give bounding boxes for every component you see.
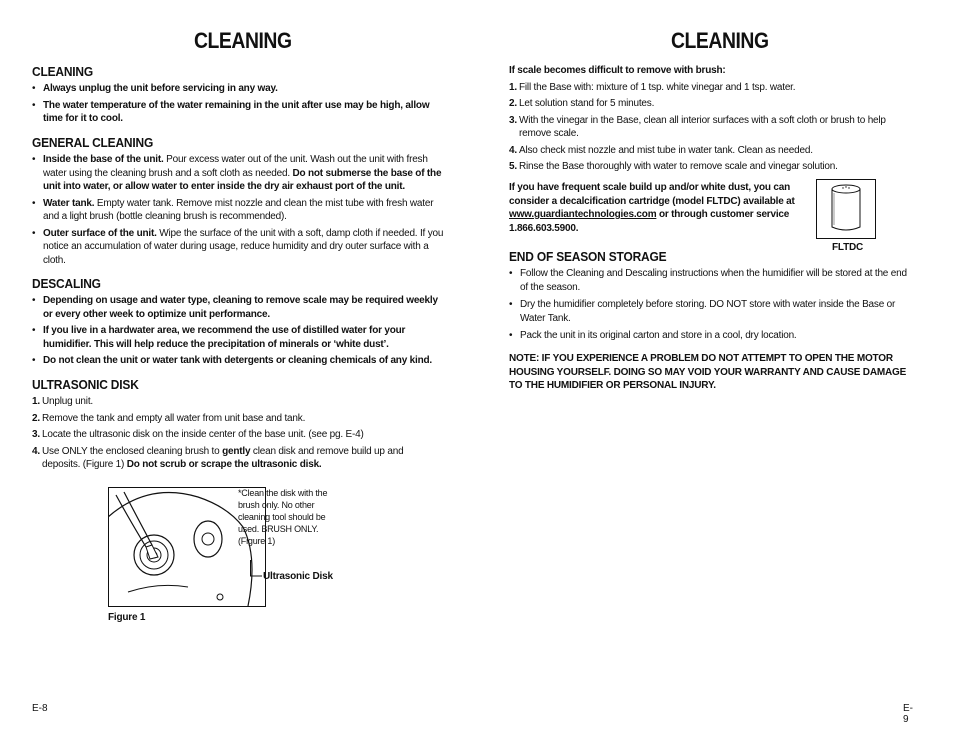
list-item: 5. Rinse the Base thoroughly with water to remove scale and vinegar solution. [509,161,838,172]
list-item: • Follow the Cleaning and Descaling instructions when the humidifier will be stored at the end of the season. [509,267,909,294]
list-item: • Inside the base of the unit. Pour excess water out of the unit. Wash out the unit with fresh water using the cleaning brush and a soft cloth as needed. Do not submerse the base of the unit into water, or allow water to enter inside the dry air exhaust port of the unit. [32,153,444,194]
list-item: 4. Also check mist nozzle and mist tube in water tank. Clean as needed. [509,144,813,156]
section-heading-end-of-season-storage: END OF SEASON STORAGE [509,249,667,264]
list-item: • Dry the humidifier completely before storing. DO NOT store with water inside the Base or Water Tank. [509,298,909,325]
section-heading-ultrasonic-disk: ULTRASONIC DISK [32,377,139,392]
storage-section [509,249,909,343]
ultrasonic-disk-label: Ultrasonic Disk [263,571,333,582]
website-link[interactable]: www.guardiantechnologies.com [509,209,657,220]
list-item: • Do not clean the unit or water tank with detergents or cleaning chemicals of any kind. [32,354,444,368]
list-item: • Always unplug the unit before servicing in any way. [32,82,444,96]
list-item: 1. Unplug unit. [32,396,93,407]
callout-line [250,560,264,578]
warning-note: NOTE: IF YOU EXPERIENCE A PROBLEM DO NOT ATTEMPT TO OPEN THE MOTOR HOUSING YOURSELF. DOING SO MAY VOID YOUR WARRANTY AND CAUSE DAMAGE TO THE HUMIDIFIER OR PERSONAL INJURY. [509,353,907,391]
cartridge-label: FLTDC [832,242,864,253]
ultrasonic-section [32,377,444,472]
storage-bullets [509,267,909,343]
page-title: CLEANING [194,28,292,53]
section-heading-general-cleaning: GENERAL CLEANING [32,135,154,150]
list-item: 2. Remove the tank and empty all water from unit base and tank. [32,412,306,424]
cleaning-section [32,64,444,126]
figure-note: *Clean the disk with the brush only. No other cleaning tool should be used. BRUSH ONLY. (Figure 1) [238,488,328,546]
page-title: CLEANING [671,28,769,53]
general-bullets [32,153,444,267]
scale-intro: If scale becomes difficult to remove with brush: [509,65,726,76]
list-item: • Water tank. Empty water tank. Remove mist nozzle and clean the mist tube with fresh water and a light brush (bottle cleaning brush is recommended). [32,197,444,224]
page-number: E-8 [32,703,48,714]
descaling-section [32,276,444,368]
cartridge-paragraph: If you have frequent scale build up and/or white dust, you can consider a decalcification cartridge (model FLTDC) available at www.guardiantechnologies.com or through customer service 1.866.603.5900. [509,182,795,234]
list-item: • Depending on usage and water type, cleaning to remove scale may be required weekly or every other week to optimize unit performance. [32,294,444,321]
list-item: 3. Locate the ultrasonic disk on the inside center of the base unit. (see pg. E-4) [32,429,364,440]
list-item: • If you live in a hardwater area, we recommend the use of distilled water for your humidifier. This will help reduce the precipitation of minerals or ‘white dust’. [32,324,444,351]
cartridge-illustration [816,179,876,239]
list-item: • Outer surface of the unit. Wipe the surface of the unit with a soft, damp cloth if needed. If you notice an accumulation of water during usage, reduce humidity and dry outer surface with a cloth. [32,227,444,268]
list-item: 2. Let solution stand for 5 minutes. [509,98,655,109]
page-number: E-9 [903,703,913,725]
list-item: 4. Use ONLY the enclosed cleaning brush to gently clean disk and remove build up and deposits. (Figure 1) Do not scrub or scrape the ultrasonic disk. [32,445,404,470]
list-item: 3. With the vinegar in the Base, clean all interior surfaces with a soft cloth or brush to help remove scale. [509,114,886,139]
section-heading-cleaning: CLEANING [32,64,93,79]
list-item: • The water temperature of the water remaining in the unit after use may be high, allow time for it to cool. [32,99,444,126]
list-item: 1. Fill the Base with: mixture of 1 tsp. white vinegar and 1 tsp. water. [509,81,796,93]
descaling-bullets [32,294,444,368]
ultrasonic-steps [32,395,444,472]
section-heading-descaling: DESCALING [32,276,101,291]
scale-steps [509,81,909,174]
figure-caption: Figure 1 [108,612,146,623]
scale-section [509,64,909,174]
general-cleaning-section [32,135,444,267]
cleaning-bullets [32,82,444,126]
list-item: • Pack the unit in its original carton and store in a cool, dry location. [509,329,909,343]
